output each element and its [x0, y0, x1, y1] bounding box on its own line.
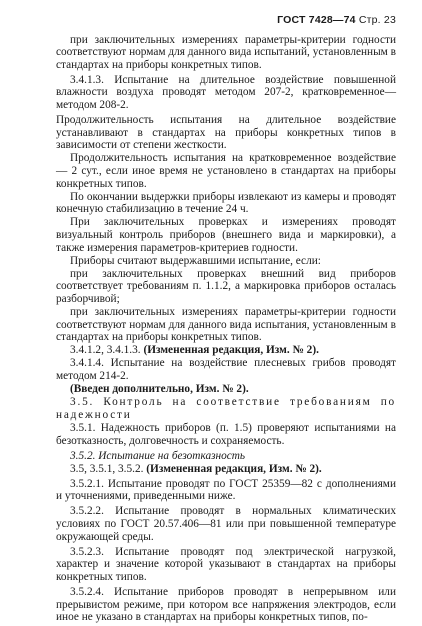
paragraph: при заключительных измерениях параметры-критерии годности соответствуют нормам для данного вида испытания, установленным в стандартах на приборы конкретных типов. [56, 306, 396, 344]
paragraph: По окончании выдержки приборы извлекают из камеры и проводят конечную стабилизацию в течение 24 ч. [56, 190, 396, 216]
page-number: Стр. 23 [358, 14, 396, 26]
paragraph: 3.4.1.3. Испытание на длительное воздействие повышенной влажности воздуха проводят методом 207-2, кратковременное—методом 208-2. [56, 73, 396, 112]
clause-refs: 3.5, 3.5.1, 3.5.2. [70, 462, 144, 475]
amendment-note [56, 344, 396, 357]
amendment-label: (Измененная редакция, Изм. № 2). [143, 344, 319, 357]
paragraph: 3.5.2.3. Испытание проводят под электрической нагрузкой, характер и значение которой указывают в стандартах на приборы конкретных типов. [56, 545, 396, 583]
subsection-heading: 3.5.2. Испытание на безотказность [70, 449, 246, 462]
paragraph: 3.5.2.1. Испытание проводят по ГОСТ 25359—82 с дополнениями и уточнениями, приведенными ниже. [56, 477, 396, 503]
paragraph: при заключительных измерениях параметры-критерии годности соответствуют нормам для данного вида испытаний, установленным в стандартах на приборы конкретных типов. [56, 33, 396, 71]
amendment-note [56, 463, 396, 476]
paragraph: При заключительных проверках и измерениях проводят визуальный контроль приборов (внешнего вида и маркировки), а также измерения параметров-критериев годности. [56, 216, 396, 254]
clause-refs: 3.4.1.2, 3.4.1.3. [70, 344, 141, 357]
paragraph: 3.5.2.4. Испытание приборов проводят в непрерывном или прерывистом режиме, при котором все напряжения электродов, если иное не указано в стандартах на приборы конкретных типов, по- [56, 586, 396, 624]
paragraph: 3.4.1.4. Испытание на воздействие плесневых грибов проводят методом 214-2. [56, 357, 396, 383]
paragraph: 3.5.1. Надежность приборов (п. 1.5) проверяют испытаниями на безотказность, долговечность и сохраняемость. [56, 421, 396, 447]
paragraph: Приборы считают выдержавшими испытание, если: [70, 254, 321, 267]
section-heading: 3.5. Контроль на соответствие требованиям по надежности [56, 396, 396, 421]
amendment-note: (Введен дополнительно, Изм. № 2). [70, 383, 249, 396]
paragraph: 3.5.2.2. Испытание проводят в нормальных климатических условиях по ГОСТ 20.57.406—81 или при повышенной температуре окружающей среды. [56, 505, 396, 543]
amendment-label: (Измененная редакция, Изм. № 2). [146, 462, 322, 475]
standard-number: ГОСТ 7428—74 [277, 14, 356, 26]
paragraph: Продолжительность испытания на кратковременное воздействие — 2 сут., если иное время не установлено в стандартах на приборы конкретных типов. [56, 152, 396, 190]
paragraph: Продолжительность испытания на длительное воздействие устанавливают в стандартах на приборы конкретных типов в зависимости от степени жесткости. [56, 114, 396, 152]
page-header [56, 14, 396, 27]
paragraph: при заключительных проверках внешний вид приборов соответствует требованиям п. 1.1.2, а маркировка приборов осталась разборчивой; [56, 267, 396, 305]
